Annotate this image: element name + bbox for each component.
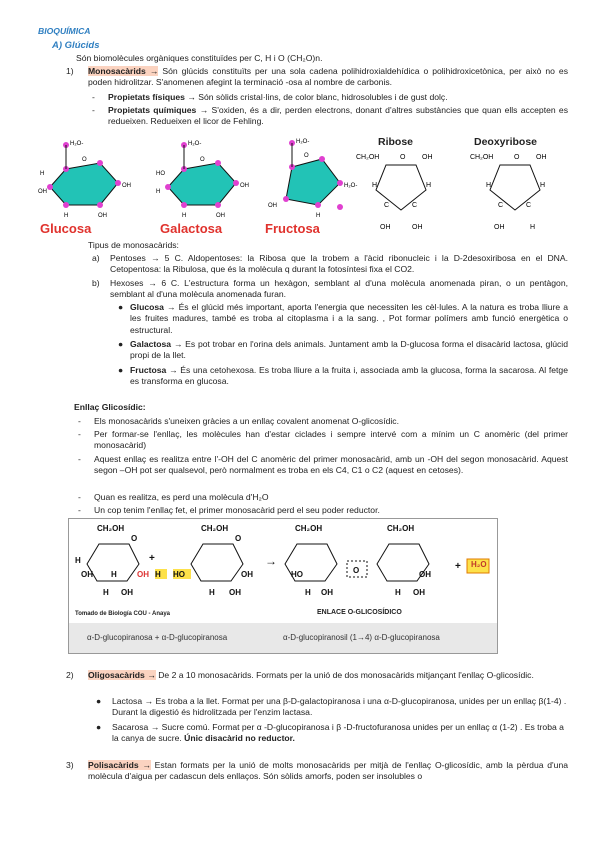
mono-text: Són glúcids constituïts per una sola cadena polihidroxialdehídica o polihidroxicetònica, per això no es poden hidrolitzar. S'anomenen afegint la terminació -osa al nombre de carbonis.: [88, 66, 568, 88]
hexose-name: Galactosa →: [130, 339, 183, 349]
svg-text:OH: OH: [98, 213, 107, 219]
galactose-structure: [156, 141, 249, 219]
svg-text:OH: OH: [268, 203, 277, 209]
svg-text:H₂O-: H₂O-: [188, 141, 202, 147]
svg-text:HO: HO: [291, 570, 303, 579]
section-heading: A) Glúcids: [52, 40, 100, 51]
svg-text:OH: OH: [121, 588, 133, 597]
dash-marker: -: [78, 505, 81, 515]
caption-right: α-D-glucopiranosil (1→4) α-D-glucopiranosa: [283, 633, 440, 642]
svg-text:H: H: [426, 182, 432, 189]
svg-text:OH: OH: [321, 588, 333, 597]
svg-text:H: H: [103, 588, 109, 597]
svg-text:+: +: [455, 561, 461, 572]
oligo-term: Oligosacàrids →: [88, 670, 156, 680]
svg-text:OH: OH: [38, 189, 47, 195]
fructosa-label: Fructosa: [265, 221, 320, 236]
link-label: ENLACE O-GLICOSÍDICO: [317, 609, 402, 616]
svg-text:H: H: [316, 213, 321, 219]
svg-text:H: H: [75, 556, 81, 565]
svg-text:OH: OH: [229, 588, 241, 597]
enllac-item: Un cop tenim l'enllaç fet, el primer monosacàrid perd el seu poder reductor.: [94, 505, 380, 515]
svg-text:+: +: [149, 553, 155, 564]
svg-text:OH: OH: [241, 570, 253, 579]
enllac-item: Els monosacàrids s'uneixen gràcies a un enllaç covalent anomenat O-glicosídic.: [94, 416, 399, 426]
glycosidic-diagram: [69, 519, 497, 611]
hexose-glucosa: [130, 302, 568, 336]
ribose-label: Ribose: [378, 136, 414, 148]
bullet: ●: [118, 365, 124, 375]
prop-label: Propietats químiques →: [108, 105, 209, 115]
dash-marker: -: [92, 105, 95, 115]
mono-paragraph: [88, 66, 568, 89]
svg-text:O: O: [304, 153, 309, 159]
svg-text:CH₂OH: CH₂OH: [295, 524, 323, 533]
prop-text: S'oxiden, és a dir, perden electrons, donant d'altres substàncies que quan ells accepten es redueixen. Redueixen el licor de Fehling.: [108, 105, 569, 127]
enllac-title: Enllaç Glicosídic:: [74, 402, 146, 412]
hexose-text: És una cetohexosa. Es troba lliure a la fruita i, associada amb la glucosa, forma la sacarosa. Al fetge es transforma en glucosa.: [130, 365, 568, 387]
svg-text:CH₂OH: CH₂OH: [201, 524, 229, 533]
svg-text:OH: OH: [240, 183, 249, 189]
hexose-name: Glucosa →: [130, 302, 176, 312]
hexose-text: És el glúcid més important, aporta l'energia que necessiten les cèl·lules. A la natura es troba lliure a les fruites madures, també es troba al citoplasma i a la sang. , Pot formar polímers amb funció energètica o estructural.: [130, 302, 568, 335]
svg-text:H: H: [156, 189, 161, 195]
types-title: Tipus de monosacàrids:: [88, 240, 179, 250]
bullet: ●: [118, 302, 124, 312]
svg-text:CH₂OH: CH₂OH: [356, 154, 380, 161]
poli-paragraph: [88, 760, 568, 783]
bullet: ●: [118, 339, 124, 349]
glucosa-label: Glucosa: [40, 221, 92, 236]
deoxyribose-structure: [470, 154, 547, 231]
svg-text:OH: OH: [419, 570, 431, 579]
svg-text:CH₂OH: CH₂OH: [387, 524, 415, 533]
list-number: 2): [66, 670, 74, 680]
dash-marker: -: [78, 416, 81, 426]
svg-text:H₂O-: H₂O-: [344, 183, 358, 189]
svg-text:OH: OH: [412, 224, 423, 231]
prop-label: Propietats físiques →: [108, 92, 196, 102]
glucose-structure: [38, 141, 131, 219]
oligo-lactosa: Lactosa → Es troba a la llet. Format per una β-D-galactopiranosa i una α-D-glucopiranosa, unides per un enllaç β(1-4) . Durant la digestió és hidrolitzada per l'enzim lactasa.: [112, 696, 567, 718]
svg-text:H: H: [486, 182, 492, 189]
ribose-structure: [356, 154, 433, 231]
oligo-sacarosa: [112, 722, 568, 745]
svg-text:H: H: [155, 570, 161, 579]
svg-text:H: H: [372, 182, 378, 189]
svg-text:H: H: [182, 213, 187, 219]
svg-text:O: O: [200, 157, 205, 163]
poli-term: Polisacàrids →: [88, 760, 151, 770]
figure-credit: Tomado de Biología COU - Anaya: [75, 611, 171, 617]
fructose-structure: [268, 139, 357, 219]
svg-text:OH: OH: [536, 154, 547, 161]
svg-text:C: C: [384, 202, 390, 209]
enllac-item: Quan es realitza, es perd una molècula d'H₂O: [94, 492, 269, 502]
svg-text:C: C: [526, 202, 532, 209]
svg-text:O: O: [131, 534, 138, 543]
svg-text:O: O: [400, 154, 406, 161]
svg-text:OH: OH: [81, 570, 93, 579]
enllac-item: Aquest enllaç es realitza entre l'-OH del C anomèric del primer monosacàrid, amb un -OH del segon monosacàrid. Aquest segon –OH pot ser qualsevol, però normalment es troba en els C4, C1 o C2 (aquest en cetoses).: [94, 454, 568, 476]
svg-text:O: O: [82, 157, 87, 163]
dash-marker: -: [78, 454, 81, 464]
svg-text:H: H: [395, 588, 401, 597]
svg-text:O: O: [235, 534, 242, 543]
bullet: ●: [96, 722, 102, 732]
svg-text:→: →: [265, 554, 277, 568]
doc-title: BIOQUÍMICA: [38, 26, 91, 36]
poli-text: Estan formats per la unió de molts monosacàrids per mitjà de l'enllaç O-glicosídic, amb la pèrdua d'una molècula d'aigua per cadascun dels enllaços. Són sòlids amorfs, poden ser insolubles o: [88, 760, 568, 782]
svg-text:OH: OH: [494, 224, 505, 231]
type-letter: b): [92, 278, 100, 288]
svg-text:C: C: [498, 202, 504, 209]
sacarosa-text: Sacarosa → Sucre comú. Format per α -D-glucopiranosa i β -D-fructofuranosa unides per un enllaç α (1-2) . Es troba a la canya de sucre.: [112, 722, 564, 744]
svg-text:CH₂OH: CH₂OH: [97, 524, 125, 533]
water-label: H₂O: [471, 560, 487, 569]
svg-text:O: O: [514, 154, 520, 161]
svg-text:OH: OH: [380, 224, 391, 231]
caption-band: [69, 623, 497, 653]
svg-text:H: H: [64, 213, 69, 219]
svg-text:OH: OH: [422, 154, 433, 161]
deoxyribose-label: Deoxyribose: [474, 136, 538, 148]
hexose-fructosa: [130, 365, 568, 388]
bullet: ●: [96, 696, 102, 706]
type-hexoses: Hexoses → 6 C. L'estructura forma un hexàgon, semblant al d'una molècula anomenada piran, o un pentàgon, semblant al d'una molècula anomenada furan.: [110, 278, 568, 300]
svg-text:O: O: [353, 566, 360, 575]
svg-text:H₂O-: H₂O-: [296, 139, 310, 145]
list-number: 3): [66, 760, 74, 770]
svg-text:H: H: [305, 588, 311, 597]
prop-chemical: [108, 105, 568, 128]
svg-text:OH: OH: [122, 183, 131, 189]
prop-text: Són sòlids cristal·lins, de color blanc, hidrosolubles i de gust dolç.: [198, 92, 448, 102]
svg-text:H: H: [40, 171, 45, 177]
hexose-text: Es pot trobar en l'orina dels animals. Juntament amb la D-glucosa forma el disacàrid lactosa, glúcid propi de la llet.: [130, 339, 569, 361]
dash-marker: -: [92, 92, 95, 102]
caption-left: α-D-glucopiranosa + α-D-glucopiranosa: [87, 633, 228, 642]
svg-text:C: C: [412, 202, 418, 209]
svg-text:OH: OH: [216, 213, 225, 219]
svg-text:HO: HO: [173, 570, 185, 579]
prop-physical: [108, 92, 568, 103]
dash-marker: -: [78, 492, 81, 502]
type-pentoses: Pentoses → 5 C. Aldopentoses: la Ribosa que la trobem a l'àcid ribonucleic i la D-2desoxiribosa en el DNA. Cetopentosa: la Ribulosa, que és la molècula q durant la fotosíntesi fixa el CO2.: [110, 253, 568, 275]
oligo-paragraph: [88, 670, 568, 681]
oligo-text: De 2 a 10 monosacàrids. Formats per la unió de dos monosacàrids mitjançant l'enllaç O-glicosídic.: [158, 670, 534, 680]
svg-text:H: H: [530, 224, 536, 231]
intro-text: Són biomolècules orgàniques constituïdes per C, H i O (CH₂O)n.: [76, 53, 323, 63]
svg-text:H: H: [111, 570, 117, 579]
hexose-galactosa: [130, 339, 568, 362]
list-number: 1): [66, 66, 74, 76]
svg-text:OH: OH: [137, 570, 149, 579]
dash-marker: -: [78, 429, 81, 439]
enllac-item: Per formar-se l'enllaç, les molècules han d'estar ciclades i sempre intervé com a mínim un C anomèric (del primer monosacàrid): [94, 429, 568, 451]
mono-term: Monosacàrids →: [88, 66, 159, 76]
type-letter: a): [92, 253, 100, 263]
sacarosa-bold: Únic disacàrid no reductor.: [184, 733, 295, 744]
svg-text:H: H: [540, 182, 546, 189]
svg-text:HO: HO: [156, 171, 165, 177]
hexose-name: Fructosa →: [130, 365, 178, 375]
svg-text:H: H: [209, 588, 215, 597]
glycosidic-figure: [68, 518, 498, 654]
svg-text:H₂O-: H₂O-: [70, 141, 84, 147]
galactosa-label: Galactosa: [160, 221, 223, 236]
svg-text:CH₂OH: CH₂OH: [470, 154, 494, 161]
svg-text:OH: OH: [413, 588, 425, 597]
